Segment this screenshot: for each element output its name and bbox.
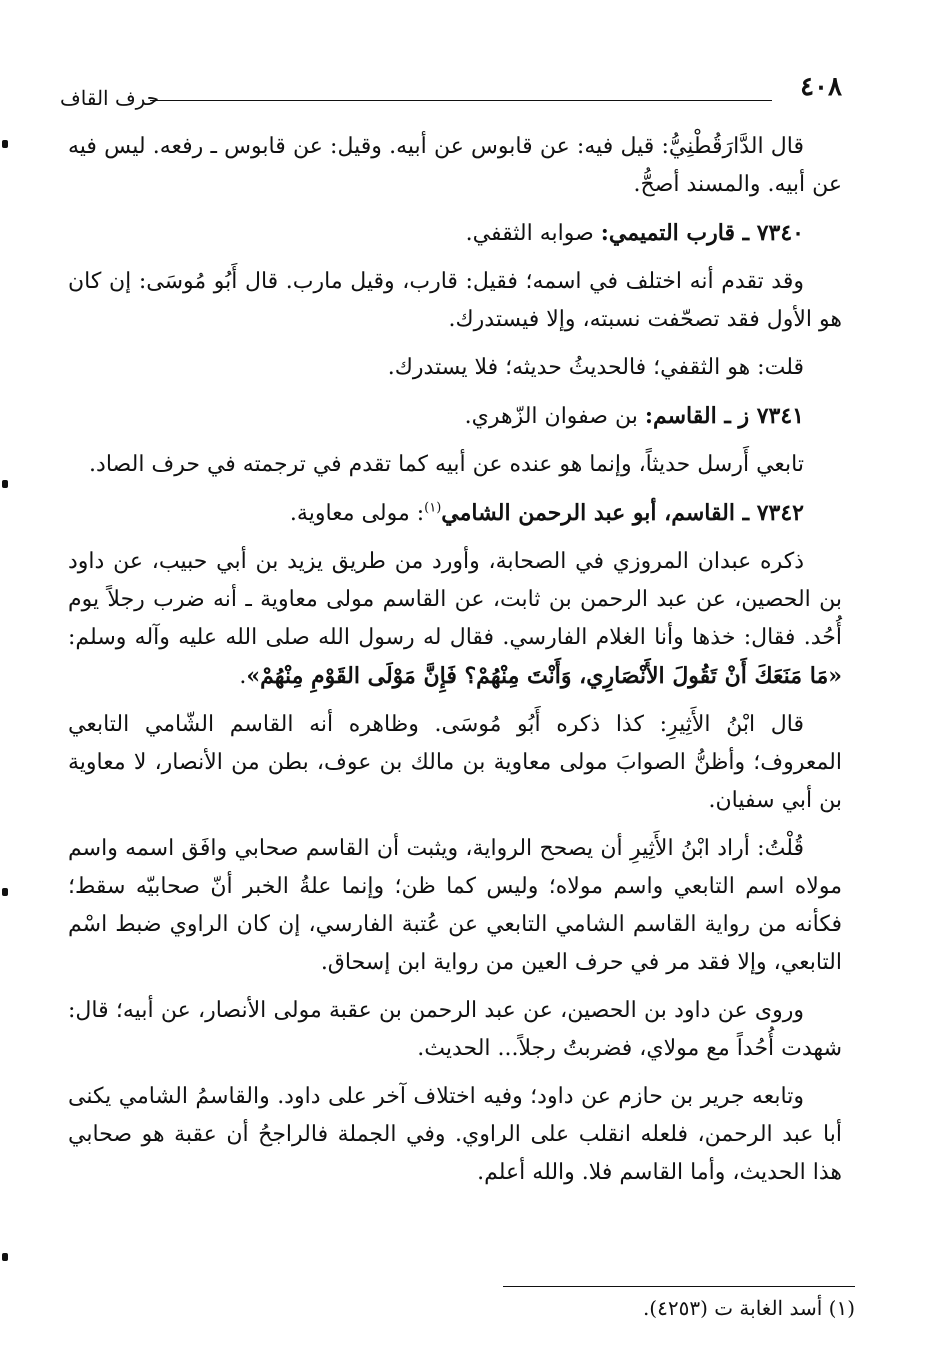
paragraph: قُلْتُ: أراد ابْنُ الأَثِيرِ أن يصحح الرواية، ويثبت أن القاسم صحابي وافَق اسمه واسم مولاه اسم التابعي واسم مولاه؛ وليس كما ظن؛ وإنما علةُ الخبر أنّ صحابيّه سقط؛ فكأنه من رواية القاسم الشامي التابعي عن عُتبة الفارسي، إن كان الراوي ضبط اسْم التابعي، وإلا فقد مر في حرف العين من رواية ابن إسحاق. (68, 836, 842, 975)
paragraph: قلت: هو الثقفي؛ فالحديثُ حديثه؛ فلا يستدرك. (387, 355, 804, 380)
paragraph: قال ابْنُ الأَثِيرِ: كذا ذكره أَبُو مُوسَى. وظاهره أنه القاسم الشّامي التابعي المعروف؛ وأظنُّ الصوابَ مولى معاوية بن مالك بن عوف، بطن من الأنصار، لا معاوية بن أبي سفيان. (68, 712, 842, 813)
paragraph-text: ذكره عبدان المروزي في الصحابة، وأورد من طريق يزيد بن أبي حبيب، عن داود بن الحصين، عن عبد الرحمن بن ثابت، عن القاسم مولى معاوية ـ أنه ضرب رجلاً يوم أُحُد. فقال: خذها وأنا الغلام الفارسي. فقال له رسول الله صلى الله عليه وآله وسلم: (68, 549, 842, 650)
entry-7340 (68, 214, 842, 253)
hadith-quote: «مَا مَنَعَكَ أَنْ تَقُولَ الأَنْصَارِي، وَأَنْتَ مِنْهُمْ؟ فَإِنَّ مَوْلَى القَوْمِ مِنْهُمْ» (246, 663, 842, 689)
paragraph: تابعي أَرسل حديثاً، وإنما هو عنده عن أبيه كما تقدم في ترجمته في حرف الصاد. (89, 452, 804, 477)
footnote-rule (503, 1286, 855, 1287)
paragraph: وروى عن داود بن الحصين، عن عبد الرحمن بن عقبة مولى الأنصار، عن أبيه؛ قال: شهدت أُحُداً مع مولاي، فضربتُ رجلاً... الحديث. (68, 998, 842, 1061)
paragraph: قال الدَّارَقُطْنِيُّ: قيل فيه: عن قابوس عن أبيه. وقيل: عن قابوس ـ رفعه. ليس فيه عن أبيه. والمسند أصحُّ. (68, 134, 842, 197)
entry-heading: ٧٣٤٢ ـ القاسم، أبو عبد الرحمن الشامي (441, 500, 804, 526)
entry-7341 (68, 397, 842, 436)
header-rule (150, 100, 772, 101)
paragraph-hadith (68, 543, 842, 696)
page-header (60, 72, 842, 112)
page-number: ٤٠٨ (800, 72, 842, 102)
entry-heading: ٧٣٤٠ ـ قارب التميمي: (600, 220, 804, 246)
entry-text: صوابه الثقفي. (465, 221, 601, 246)
page-body (68, 128, 842, 1202)
entry-heading: ٧٣٤١ ز ـ القاسم: (644, 403, 804, 429)
entry-text: : مولى معاوية. (289, 501, 425, 526)
footnote-marker: (١) (424, 500, 442, 516)
scan-margin-mark (2, 140, 8, 148)
entry-text: بن صفوان الزّهري. (464, 404, 645, 429)
paragraph: وقد تقدم أنه اختلف في اسمه؛ فقيل: قارب، وقيل مارب. قال أَبُو مُوسَى: إن كان هو الأول فقد تصحّفت نسبته، وإلا فيستدرك. (68, 269, 842, 332)
scan-margin-mark (2, 1253, 8, 1261)
scan-margin-mark (2, 480, 8, 488)
paragraph: وتابعه جرير بن حازم عن داود؛ وفيه اختلاف آخر على داود. والقاسمُ الشامي يكنى أبا عبد الرحمن، فلعله انقلب على الراوي. وفي الجملة فالراجحُ أن عقبة هو صحابي هذا الحديث، وأما القاسم فلا. والله أعلم. (68, 1084, 842, 1185)
running-title: حرف القاف (60, 86, 160, 110)
entry-7342 (68, 494, 842, 533)
paragraph-end: . (239, 664, 247, 689)
footnote: (١) أسد الغابة ت (٤٢٥٣). (642, 1296, 855, 1320)
scan-margin-mark (2, 888, 8, 896)
